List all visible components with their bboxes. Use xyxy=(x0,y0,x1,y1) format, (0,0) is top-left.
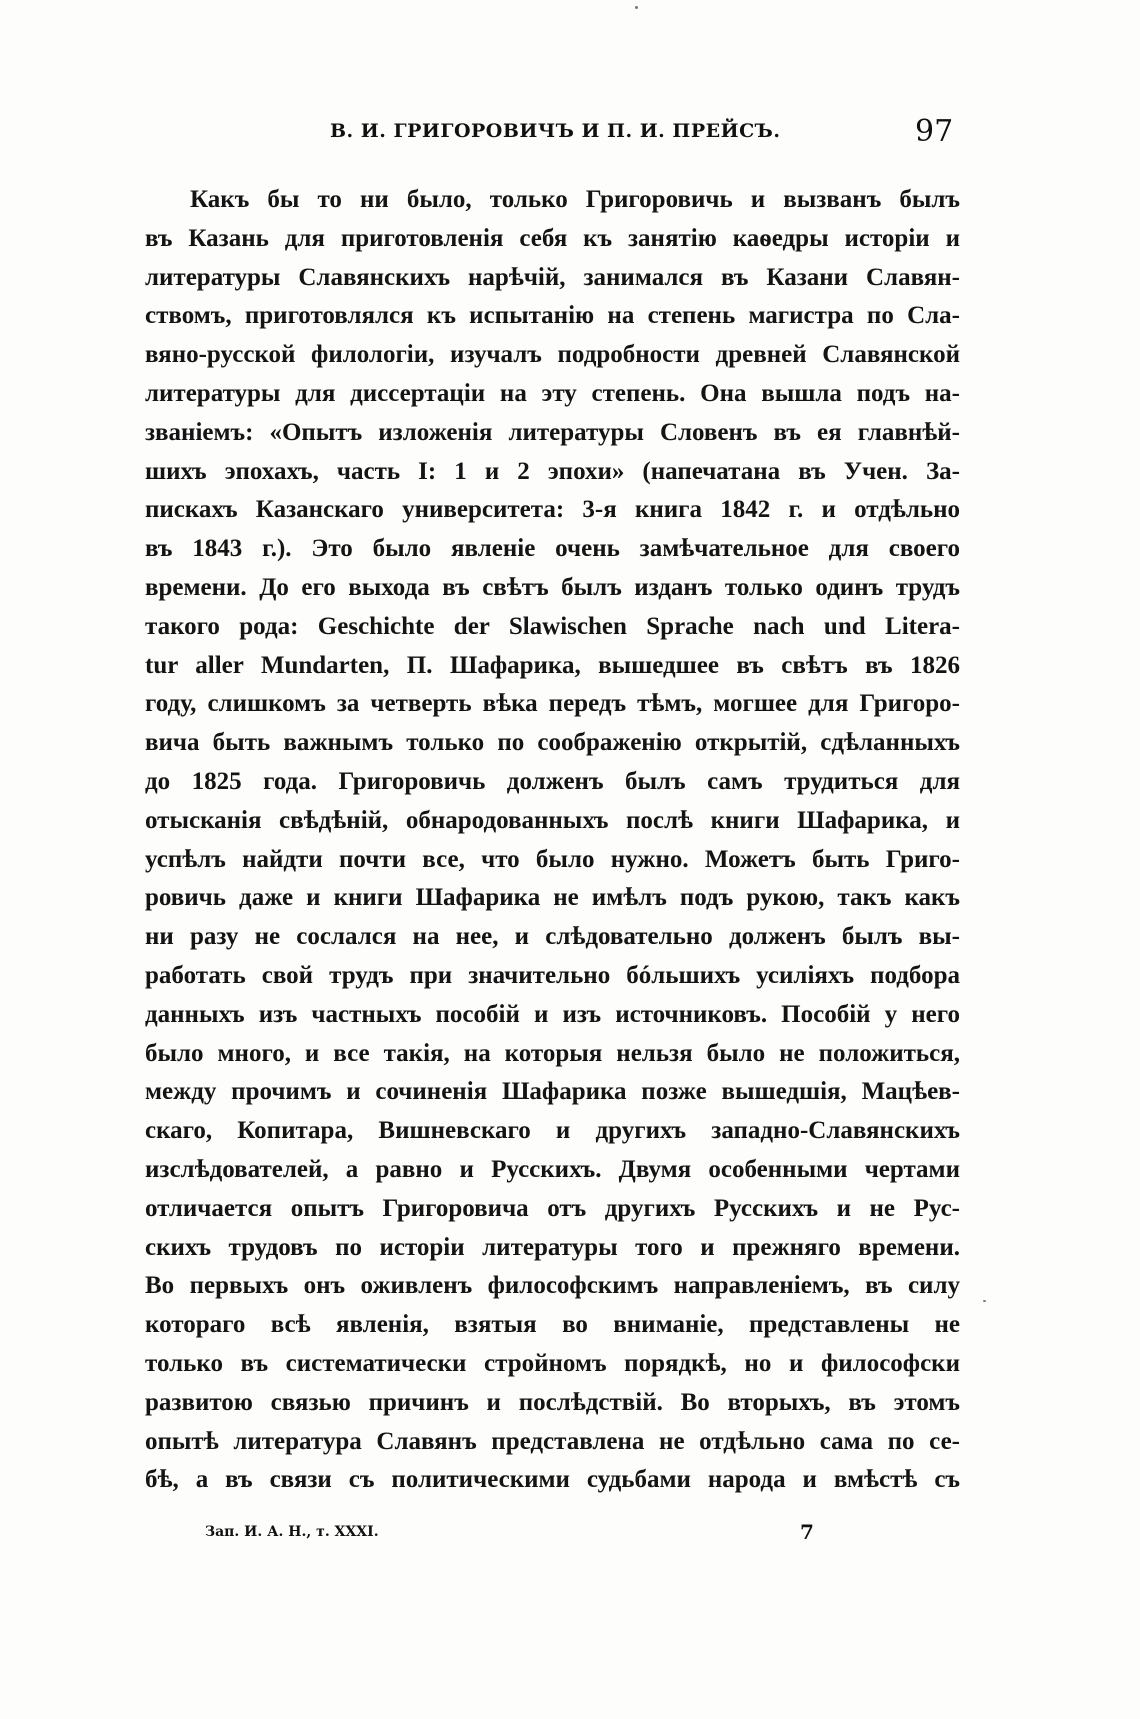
text-line: успѣлъ найдти почти все, что было нужно. Можетъ быть Григо- xyxy=(145,845,960,873)
text-line: бѣ, а въ связи съ политическими судьбами народа и вмѣстѣ съ xyxy=(145,1466,960,1494)
body-text xyxy=(145,181,960,1500)
text-line: литературы для диссертаціи на эту степень. Она вышла подъ на- xyxy=(145,379,960,407)
text-line: до 1825 года. Григоровичь долженъ былъ самъ трудиться для xyxy=(145,767,960,795)
text-line: литературы Славянскихъ нарѣчій, занимался въ Казани Славян- xyxy=(145,263,960,291)
text-line: развитою связью причинъ и послѣдствій. Во вторыхъ, въ этомъ xyxy=(145,1388,960,1416)
text-line: ровичь даже и книги Шафарика не имѣлъ подъ рукою, такъ какъ xyxy=(145,884,960,912)
text-line: времени. До его выхода въ свѣтъ былъ изданъ только одинъ трудъ xyxy=(145,573,960,601)
text-line: такого рода: Geschichte der Slawischen Sprache nach und Litera- xyxy=(145,612,960,640)
text-line: отысканія свѣдѣній, обнародованныхъ послѣ книги Шафарика, и xyxy=(145,806,960,834)
text-line: въ Казань для приготовленія себя къ занятію каѳедры исторіи и xyxy=(145,224,960,252)
text-line: ни разу не сослался на нее, и слѣдовательно долженъ былъ вы- xyxy=(145,923,960,951)
text-line: вяно-русской филологіи, изучалъ подробности древней Славянской xyxy=(145,341,960,369)
text-line: званіемъ: «Опытъ изложенія литературы Словенъ въ ея главнѣй- xyxy=(145,418,960,446)
text-line: только въ систематически стройномъ порядкѣ, но и философски xyxy=(145,1349,960,1377)
text-line: въ 1843 г.). Это было явленіе очень замѣчательное для своего xyxy=(145,535,960,563)
text-line: tur aller Mundarten, П. Шафарика, вышедшее въ свѣтъ въ 1826 xyxy=(145,651,960,679)
text-line: было много, и все такія, на которыя нельзя было не положиться, xyxy=(145,1039,960,1067)
text-line: скаго, Копитара, Вишневскаго и другихъ западно-Славянскихъ xyxy=(145,1117,960,1145)
text-line: Какъ бы то ни было, только Григоровичь и вызванъ былъ xyxy=(190,186,960,213)
text-line: работать свой трудъ при значительно бóльшихъ усиліяхъ подбора xyxy=(145,961,960,989)
signature-note: Зап. И. А. Н., т. XXXI. xyxy=(205,1524,379,1540)
signature-number: 7 xyxy=(800,1520,814,1544)
print-speck xyxy=(635,6,638,9)
page-number: 97 xyxy=(915,114,954,149)
text-line: опытѣ литература Славянъ представлена не отдѣльно сама по се- xyxy=(145,1427,960,1455)
text-line: изслѣдователей, а равно и Русскихъ. Двумя особенными чертами xyxy=(145,1155,960,1183)
text-line: отличается опытъ Григоровича отъ другихъ Русскихъ и не Рус- xyxy=(145,1194,960,1222)
text-line: скихъ трудовъ по исторіи литературы того и прежняго времени. xyxy=(145,1233,960,1261)
text-line: году, слишкомъ за четверть вѣка передъ тѣмъ, могшее для Григоро- xyxy=(145,690,960,718)
text-line: котораго всѣ явленія, взятыя во вниманіе, представлены не xyxy=(145,1311,960,1339)
text-line: Во первыхъ онъ оживленъ философскимъ направленіемъ, въ силу xyxy=(145,1272,960,1300)
text-line: данныхъ изъ частныхъ пособій и изъ источниковъ. Пособій у него xyxy=(145,1000,960,1028)
text-line: ствомъ, приготовлялся къ испытанію на степень магистра по Сла- xyxy=(145,302,960,330)
print-speck xyxy=(983,1300,986,1302)
text-line: пискахъ Казанскаго университета: 3-я книга 1842 г. и отдѣльно xyxy=(145,496,960,524)
text-line: вича быть важнымъ только по соображенію открытій, сдѣланныхъ xyxy=(145,729,960,757)
text-line: шихъ эпохахъ, часть I: 1 и 2 эпохи» (напечатана въ Учен. За- xyxy=(145,457,960,485)
text-line: между прочимъ и сочиненія Шафарика позже вышедшія, Мацѣев- xyxy=(145,1078,960,1106)
running-title: В. И. ГРИГОРОВИЧЪ И П. И. ПРЕЙСЪ. xyxy=(330,120,781,142)
